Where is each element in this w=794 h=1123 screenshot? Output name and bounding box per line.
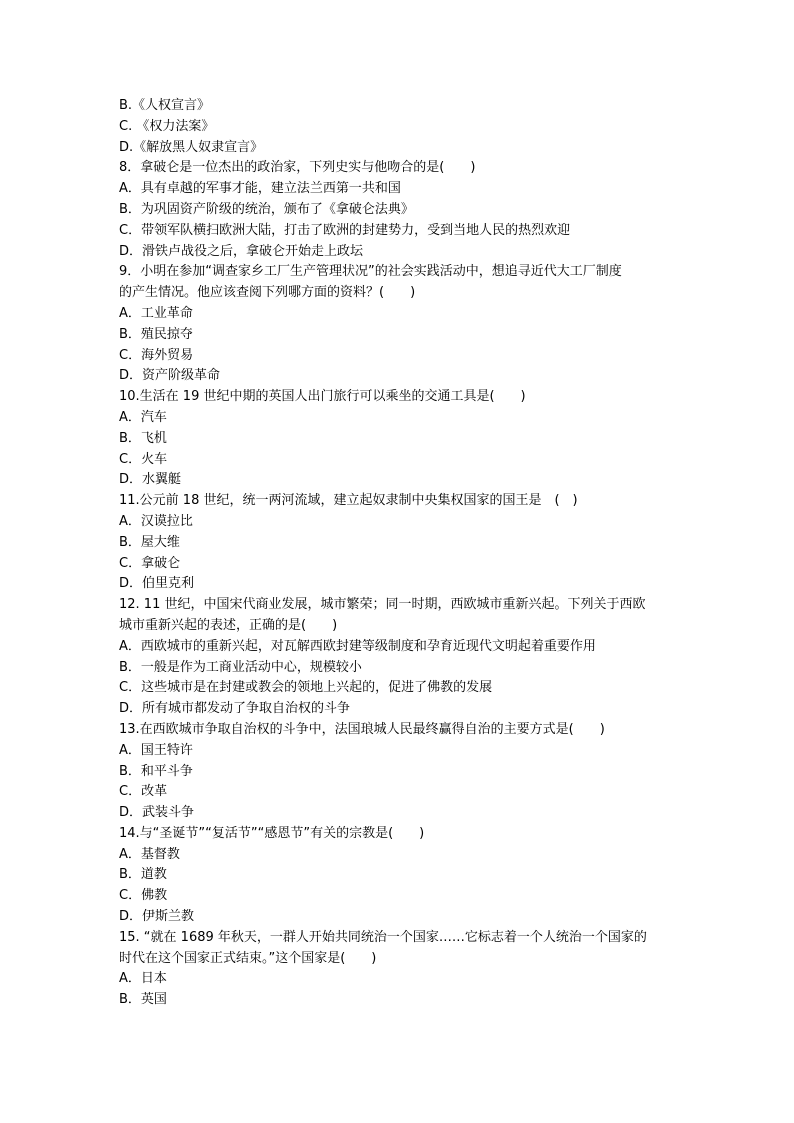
text-line: D．滑铁卢战役之后，拿破仑开始走上政坛 <box>119 243 364 259</box>
text-line: 城市重新兴起的表述，正确的是( ) <box>119 617 338 633</box>
text-line: C．佛教 <box>119 888 168 904</box>
text-line: 8．拿破仑是一位杰出的政治家，下列史实与他吻合的是( ) <box>119 160 476 176</box>
text-line: D．水翼艇 <box>119 472 182 488</box>
text-line: D．伊斯兰教 <box>119 909 195 925</box>
text-line: D.《解放黑人奴隶宣言》 <box>119 139 264 155</box>
text-line: B．一般是作为工商业活动中心，规模较小 <box>119 659 362 675</box>
text-line: 10.生活在 19 世纪中期的英国人出门旅行可以乘坐的交通工具是( ) <box>119 389 526 405</box>
text-line: C．火车 <box>119 451 168 467</box>
text-line: A．日本 <box>119 971 167 987</box>
text-line: 的产生情况。他应该查阅下列哪方面的资料？( ) <box>119 285 416 301</box>
text-line: 15. “就在 1689 年秋天，一群人开始共同统治一个国家……它标志着一个人统治一个国家的 <box>119 929 647 945</box>
text-line: C. 《权力法案》 <box>119 118 215 134</box>
text-line: C．带领军队横扫欧洲大陆，打击了欧洲的封建势力，受到当地人民的热烈欢迎 <box>119 222 571 238</box>
text-line: A．汽车 <box>119 409 167 425</box>
text-line: A．西欧城市的重新兴起，对瓦解西欧封建等级制度和孕育近现代文明起着重要作用 <box>119 638 596 654</box>
text-line: C．改革 <box>119 784 168 800</box>
text-line: B．英国 <box>119 992 167 1008</box>
text-line: B．殖民掠夺 <box>119 326 193 342</box>
text-line: B．飞机 <box>119 430 167 446</box>
text-line: C．拿破仑 <box>119 555 181 571</box>
text-line: C．这些城市是在封建或教会的领地上兴起的，促进了佛教的发展 <box>119 680 493 696</box>
text-line: B．道教 <box>119 867 167 883</box>
text-line: 13.在西欧城市争取自治权的斗争中，法国琅城人民最终赢得自治的主要方式是( ) <box>119 721 605 737</box>
text-line: B．为巩固资产阶级的统治，颁布了《拿破仑法典》 <box>119 201 414 217</box>
text-line: 14.与“圣诞节”“复活节”“感恩节”有关的宗教是( ) <box>119 825 425 841</box>
text-line: 11.公元前 18 世纪，统一两河流域，建立起奴隶制中央集权国家的国王是 ( ) <box>119 493 578 509</box>
text-line: A．基督教 <box>119 846 180 862</box>
text-line: B.《人权宣言》 <box>119 98 211 113</box>
text-line: 时代在这个国家正式结束。”这个国家是( ) <box>119 950 377 966</box>
text-line: B．屋大维 <box>119 534 180 550</box>
text-line: B．和平斗争 <box>119 763 193 779</box>
text-line: A．国王特许 <box>119 742 193 758</box>
text-line: C．海外贸易 <box>119 347 194 363</box>
text-line: D．武装斗争 <box>119 805 195 821</box>
text-line: 12. 11 世纪，中国宋代商业发展，城市繁荣；同一时期，西欧城市重新兴起。下列关于西欧 <box>119 597 646 613</box>
text-line: D．资产阶级革命 <box>119 368 221 384</box>
text-line: A．工业革命 <box>119 305 193 321</box>
text-line: A．汉谟拉比 <box>119 513 193 529</box>
text-line: D．所有城市都发动了争取自治权的斗争 <box>119 701 351 717</box>
document-page <box>119 96 689 1011</box>
text-line: D．伯里克利 <box>119 576 195 592</box>
text-line: A．具有卓越的军事才能，建立法兰西第一共和国 <box>119 181 401 197</box>
text-line: 9．小明在参加“调查家乡工厂生产管理状况”的社会实践活动中，想追寻近代大工厂制度 <box>119 264 622 280</box>
